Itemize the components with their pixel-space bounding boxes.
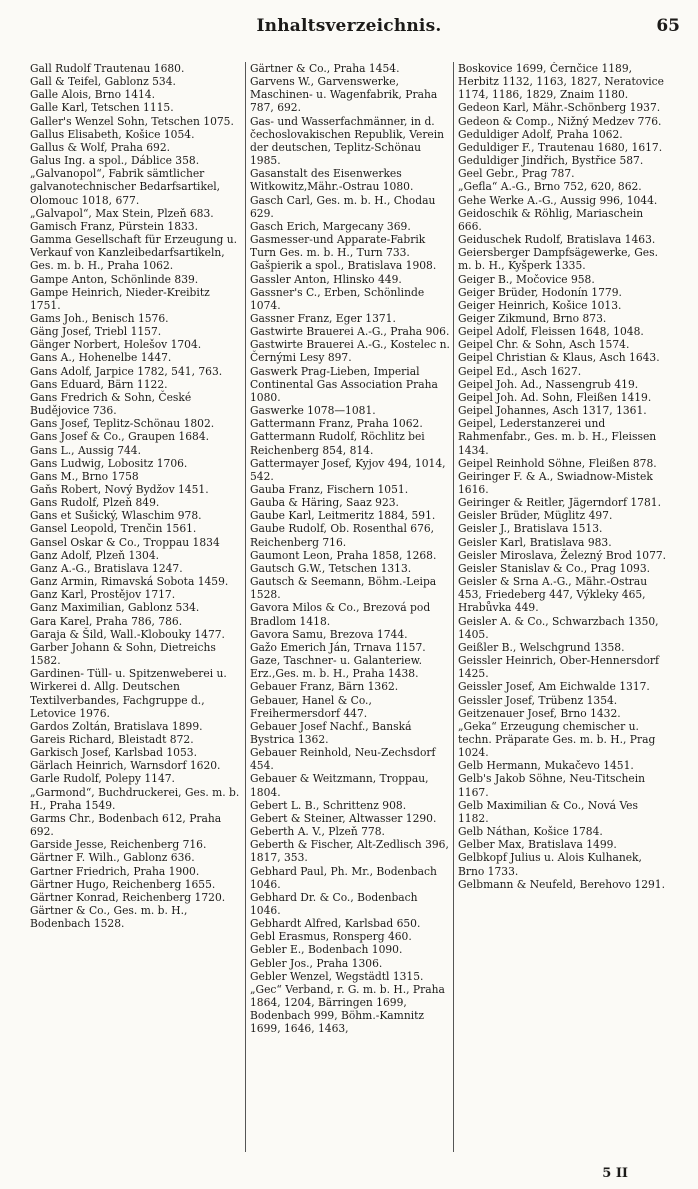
index-entry: Geißler B., Welschgrund 1358.: [458, 640, 625, 654]
index-entry: Gasch Carl, Ges. m. b. H., Chodau 629.: [250, 193, 436, 220]
index-entry: Gelbmann & Neufeld, Berehovo 1291.: [458, 877, 665, 891]
index-entry: Gansel Oskar & Co., Troppau 1834: [30, 535, 220, 549]
index-entry: Ganz Maximilian, Gablonz 534.: [30, 601, 200, 615]
index-entry: Gelber Max, Bratislava 1499.: [458, 838, 617, 852]
index-entry: Gautsch & Seemann, Böhm.-Leipa 1528.: [250, 575, 437, 602]
index-entry: Ganz A.-G., Bratislava 1247.: [30, 561, 183, 575]
index-entry: Geberth & Fischer, Alt-Zedlisch 396, 1817, 353.: [250, 838, 449, 865]
index-entry: Boskovice 1699, Černčice 1189, Herbitz 1132, 1163, 1827, Neratovice 1174, 1186, 1829, Znaim 1180.: [458, 62, 664, 102]
index-entry: Garms Chr., Bodenbach 612, Praha 692.: [30, 811, 222, 839]
index-entry: Geiringer F. & A., Swiadnow-Mistek 1616.: [458, 469, 653, 496]
index-entry: Gebauer Josef Nachf., Banská Bystrica 1362.: [250, 719, 412, 746]
index-entry: Gäng Josef, Triebl 1157.: [30, 325, 162, 339]
printer-signature: 5 II: [602, 1166, 628, 1181]
index-entry: Gasmesser-und Apparate-Fabrik Turn Ges. m. b. H., Turn 733.: [250, 233, 426, 260]
index-entry: Gebhardt Alfred, Karlsbad 650.: [250, 917, 421, 931]
index-entry: „Galvapol“, Max Stein, Plzeň 683.: [30, 206, 214, 220]
index-entry: Gedeon Karl, Mähr.-Schönberg 1937.: [458, 101, 661, 115]
index-entry: Gans A., Hohenelbe 1447.: [30, 351, 172, 365]
index-entry: Gauba & Häring, Saaz 923.: [250, 496, 399, 510]
index-entry: Gebert L. B., Schrittenz 908.: [250, 798, 407, 812]
index-entry: Ganz Karl, Prostějov 1717.: [30, 588, 176, 602]
index-entry: Gärlach Heinrich, Warnsdorf 1620.: [30, 759, 221, 773]
page-title: Inhaltsverzeichnis.: [256, 16, 442, 36]
index-entry: Gažo Emerich Ján, Trnava 1157.: [250, 640, 426, 654]
index-entry: „Geka“ Erzeugung chemischer u. techn. Präparate Ges. m. b. H., Prag 1024.: [458, 719, 656, 760]
index-entry: Ganz Armin, Rimavská Sobota 1459.: [30, 575, 229, 589]
index-entry: Gärtner Konrad, Reichenberg 1720.: [30, 890, 226, 904]
index-entry: Geduldiger Jindřich, Bystřice 587.: [458, 154, 644, 168]
index-entry: Gebhard Paul, Ph. Mr., Bodenbach 1046.: [250, 864, 437, 891]
index-entry: Geipel, Lederstanzerei und Rahmenfabr., Ges. m. b. H., Fleissen 1434.: [458, 417, 657, 457]
index-entry: Geiringer & Reitler, Jägerndorf 1781.: [458, 496, 661, 510]
index-entry: Geisler A. & Co., Schwarzbach 1350, 1405.: [458, 614, 659, 641]
index-entry: Gaswerk Prag-Lieben, Imperial Continental Gas Association Praha 1080.: [250, 364, 438, 404]
index-entry: Gans Adolf, Jarpice 1782, 541, 763.: [30, 364, 223, 378]
index-entry: Garkisch Josef, Karlsbad 1053.: [30, 746, 197, 760]
index-entry: Gans Rudolf, Plzeň 849.: [30, 496, 160, 510]
index-column-2: [250, 62, 450, 1157]
index-entry: Gas- und Wasserfachmänner, in d. čechoslovakischen Republik, Verein der deutschen, Teplitz-Schönau 1985.: [250, 114, 445, 168]
index-entry: Galle Karl, Tetschen 1115.: [30, 101, 174, 115]
index-entry: Geissler Heinrich, Ober-Hennersdorf 1425.: [458, 654, 659, 681]
index-entry: Gedeon & Comp., Nižný Medzev 776.: [458, 114, 662, 128]
index-entry: Geipel Christian & Klaus, Asch 1643.: [458, 351, 660, 365]
index-entry: Geduldiger Adolf, Praha 1062.: [458, 127, 623, 141]
index-entry: Gänger Norbert, Holešov 1704.: [30, 338, 202, 352]
index-entry: Geidoschik & Röhlig, Mariaschein 666.: [458, 206, 644, 233]
index-entry: Gebler Jos., Praha 1306.: [250, 956, 383, 970]
index-entry: Gebauer Reinhold, Neu-Zechsdorf 454.: [250, 746, 436, 773]
index-entry: Geiger Heinrich, Košice 1013.: [458, 298, 622, 312]
index-entry: Gardos Zoltán, Bratislava 1899.: [30, 719, 203, 733]
index-entry: Gall Rudolf Trautenau 1680.: [30, 62, 185, 75]
column-divider: [245, 62, 246, 1152]
index-entry: Garber Johann & Sohn, Dietreichs 1582.: [30, 640, 216, 668]
index-entry: Gebl Erasmus, Ronsperg 460.: [250, 930, 412, 944]
index-entry: Garvens W., Garvenswerke, Maschinen- u. Wagenfabrik, Praha 787, 692.: [250, 75, 438, 115]
index-entry: Ganz Adolf, Plzeň 1304.: [30, 548, 160, 562]
index-entry: Geiersberger Dampfsägewerke, Ges. m. b. H., Kyšperk 1335.: [458, 246, 658, 273]
index-entry: Gans Josef, Teplitz-Schönau 1802.: [30, 417, 215, 431]
index-entry: Gartner Friedrich, Praha 1900.: [30, 864, 200, 878]
index-entry: Geberth A. V., Plzeň 778.: [250, 825, 385, 839]
index-entry: Gelb's Jakob Söhne, Neu-Titschein 1167.: [458, 772, 645, 799]
index-entry: Gebhard Dr. & Co., Bodenbach 1046.: [250, 890, 418, 917]
index-entry: Geiger B., Močovice 958.: [458, 272, 595, 286]
index-entry: Geel Gebr., Prag 787.: [458, 167, 575, 181]
index-entry: Geipel Chr. & Sohn, Asch 1574.: [458, 338, 630, 352]
index-entry: Geiger Brüder, Hodonín 1779.: [458, 285, 622, 299]
index-entry: Gavora Milos & Co., Brezová pod Bradlom 1418.: [250, 601, 431, 628]
index-entry: Galler's Wenzel Sohn, Tetschen 1075.: [30, 114, 234, 128]
index-entry: Gelb Maximilian & Co., Nová Ves 1182.: [458, 798, 638, 825]
index-entry: Gärtner & Co., Praha 1454.: [250, 62, 400, 75]
index-entry: Gebauer Franz, Bärn 1362.: [250, 680, 399, 694]
index-entry: Gaswerke 1078—1081.: [250, 404, 376, 418]
index-entry: Gara Karel, Praha 786, 786.: [30, 614, 183, 628]
index-entry: Gelb Hermann, Mukačevo 1451.: [458, 759, 634, 773]
index-entry: Galle Alois, Brno 1414.: [30, 88, 156, 102]
index-entry: Gebert & Steiner, Altwasser 1290.: [250, 811, 437, 825]
index-entry: Gaze, Taschner- u. Galanteriew. Erz.,Ges. m. b. H., Praha 1438.: [250, 654, 423, 681]
index-entry: Gaube Rudolf, Ob. Rosenthal 676, Reichenberg 716.: [250, 522, 435, 549]
index-entry: Galus Ing. a spol., Dáblice 358.: [30, 154, 200, 168]
index-entry: Gans et Sušický, Wlaschim 978.: [30, 509, 202, 523]
index-entry: Gampe Heinrich, Nieder-Kreibitz 1751.: [30, 285, 210, 312]
index-entry: Geisler Brüder, Müglitz 497.: [458, 509, 613, 523]
index-entry: Gautsch G.W., Tetschen 1313.: [250, 561, 412, 575]
index-entry: Gebler Wenzel, Wegstädtl 1315.: [250, 969, 424, 983]
index-entry: Gastwirte Brauerei A.-G., Kostelec n. Černými Lesy 897.: [250, 338, 450, 365]
index-entry: Gašpierik a spol., Bratislava 1908.: [250, 259, 437, 273]
index-entry: „Gec“ Verband, r. G. m. b. H., Praha 1864, 1204, Bärringen 1699, Bodenbach 999, Böhm.-Kamnitz 1699, 1646, 1463,: [250, 982, 445, 1036]
index-entry: Gamma Gesellschaft für Erzeugung u. Verkauf von Kanzleibedarfsartikeln, Ges. m. b. H., Praha 1062.: [30, 233, 238, 273]
index-entry: Gebauer, Hanel & Co., Freihermersdorf 447.: [250, 693, 372, 720]
index-entry: Gavora Samu, Brezova 1744.: [250, 627, 408, 641]
index-entry: Geipel Joh. Ad. Sohn, Fleißen 1419.: [458, 390, 652, 404]
index-entry: Geissler Josef, Am Eichwalde 1317.: [458, 680, 650, 694]
index-entry: Gassler Anton, Hlinsko 449.: [250, 272, 402, 286]
index-entry: Gattermann Franz, Praha 1062.: [250, 417, 423, 431]
index-entry: Gans Ludwig, Lobositz 1706.: [30, 456, 188, 470]
index-entry: Gauba Franz, Fischern 1051.: [250, 483, 409, 496]
index-entry: Gasch Erich, Margecany 369.: [250, 219, 411, 233]
index-entry: Gelbkopf Julius u. Alois Kulhanek, Brno 1733.: [458, 851, 642, 878]
index-entry: Gasanstalt des Eisenwerkes Witkowitz,Mähr.-Ostrau 1080.: [250, 167, 414, 194]
index-entry: Geisler Stanislav & Co., Prag 1093.: [458, 561, 651, 575]
index-entry: Gams Joh., Benisch 1576.: [30, 311, 169, 325]
index-entry: Geisler Karl, Bratislava 983.: [458, 535, 612, 549]
index-entry: Garside Jesse, Reichenberg 716.: [30, 838, 207, 852]
index-entry: Gehe Werke A.-G., Aussig 996, 1044.: [458, 193, 658, 207]
index-entry: Gaumont Leon, Praha 1858, 1268.: [250, 548, 437, 562]
index-entry: Geiger Zikmund, Brno 873.: [458, 311, 607, 325]
column-divider: [453, 62, 454, 1152]
index-column-3: [458, 62, 670, 1157]
index-entry: Geipel Ed., Asch 1627.: [458, 364, 582, 378]
index-entry: Gampe Anton, Schönlinde 839.: [30, 272, 199, 286]
index-entry: Gassner's C., Erben, Schönlinde 1074.: [250, 285, 425, 312]
index-entry: Gallus Elisabeth, Košice 1054.: [30, 127, 195, 141]
index-column-1: [30, 62, 242, 1157]
index-entry: Gans L., Aussig 744.: [30, 443, 141, 457]
index-entry: Geipel Joh. Ad., Nassengrub 419.: [458, 377, 639, 391]
index-entry: Geisler Miroslava, Železný Brod 1077.: [458, 548, 667, 562]
index-entry: Gebler E., Bodenbach 1090.: [250, 943, 403, 957]
page-header: [0, 12, 698, 42]
index-entry: Gardinen- Tüll- u. Spitzenweberei u. Wirkerei d. Allg. Deutschen Textilverbandes, Fachgruppe d., Letovice 1976.: [30, 667, 227, 720]
index-entry: Gall & Teifel, Gablonz 534.: [30, 75, 176, 89]
index-entry: Gamisch Franz, Pürstein 1833.: [30, 219, 198, 233]
index-entry: Gareis Richard, Bleistadt 872.: [30, 732, 194, 746]
index-entry: Geissler Josef, Trübenz 1354.: [458, 693, 618, 707]
index-entry: Gans Fredrich & Sohn, České Budějovice 736.: [30, 390, 192, 418]
index-entry: Gärtner F. Wilh., Gablonz 636.: [30, 851, 195, 865]
index-entry: Gans Eduard, Bärn 1122.: [30, 377, 168, 391]
index-entry: Gärtner Hugo, Reichenberg 1655.: [30, 877, 216, 891]
index-entry: Gattermayer Josef, Kyjov 494, 1014, 542.: [250, 456, 446, 483]
index-entry: Geiduschek Rudolf, Bratislava 1463.: [458, 233, 656, 247]
index-entry: Gärtner & Co., Ges. m. b. H., Bodenbach 1528.: [30, 904, 188, 931]
index-entry: Geipel Johannes, Asch 1317, 1361.: [458, 404, 647, 418]
index-entry: Gassner Franz, Eger 1371.: [250, 311, 396, 325]
index-entry: Gans Josef & Co., Graupen 1684.: [30, 430, 210, 444]
index-entry: Garle Rudolf, Polepy 1147.: [30, 772, 175, 786]
index-entry: Geipel Adolf, Fleissen 1648, 1048.: [458, 325, 644, 339]
index-entry: Gans M., Brno 1758: [30, 469, 139, 483]
index-entry: Geduldiger F., Trautenau 1680, 1617.: [458, 140, 663, 154]
index-entry: Geitzenauer Josef, Brno 1432.: [458, 706, 621, 720]
index-entry: „Garmond“, Buchdruckerei, Ges. m. b. H., Praha 1549.: [30, 785, 240, 812]
index-entry: Geipel Reinhold Söhne, Fleißen 878.: [458, 456, 657, 470]
index-entry: Gebauer & Weitzmann, Troppau, 1804.: [250, 772, 429, 799]
index-entry: Geisler J., Bratislava 1513.: [458, 522, 603, 536]
index-entry: Gaňs Robert, Nový Bydžov 1451.: [30, 483, 209, 496]
page-number: 65: [656, 16, 680, 36]
index-entry: Gattermann Rudolf, Röchlitz bei Reichenberg 854, 814.: [250, 430, 425, 457]
index-entry: Geisler & Srna A.-G., Mähr.-Ostrau 453, Friedeberg 447, Výkleky 465, Hrabůvka 449.: [458, 575, 648, 615]
index-entry: Gansel Leopold, Trenčin 1561.: [30, 522, 197, 536]
index-entry: Gelb Náthan, Košice 1784.: [458, 825, 603, 839]
index-entry: Gaube Karl, Leitmeritz 1884, 591.: [250, 509, 436, 523]
index-entry: Gallus & Wolf, Praha 692.: [30, 140, 171, 154]
index-entry: „Galvanopol“, Fabrik sämtlicher galvanotechnischer Bedarfsartikel, Olomouc 1018, 677.: [30, 167, 221, 207]
index-entry: Gastwirte Brauerei A.-G., Praha 906.: [250, 325, 450, 339]
index-entry: „Gefla“ A.-G., Brno 752, 620, 862.: [458, 180, 642, 194]
index-entry: Garaja & Šild, Wall.-Klobouky 1477.: [30, 627, 225, 641]
